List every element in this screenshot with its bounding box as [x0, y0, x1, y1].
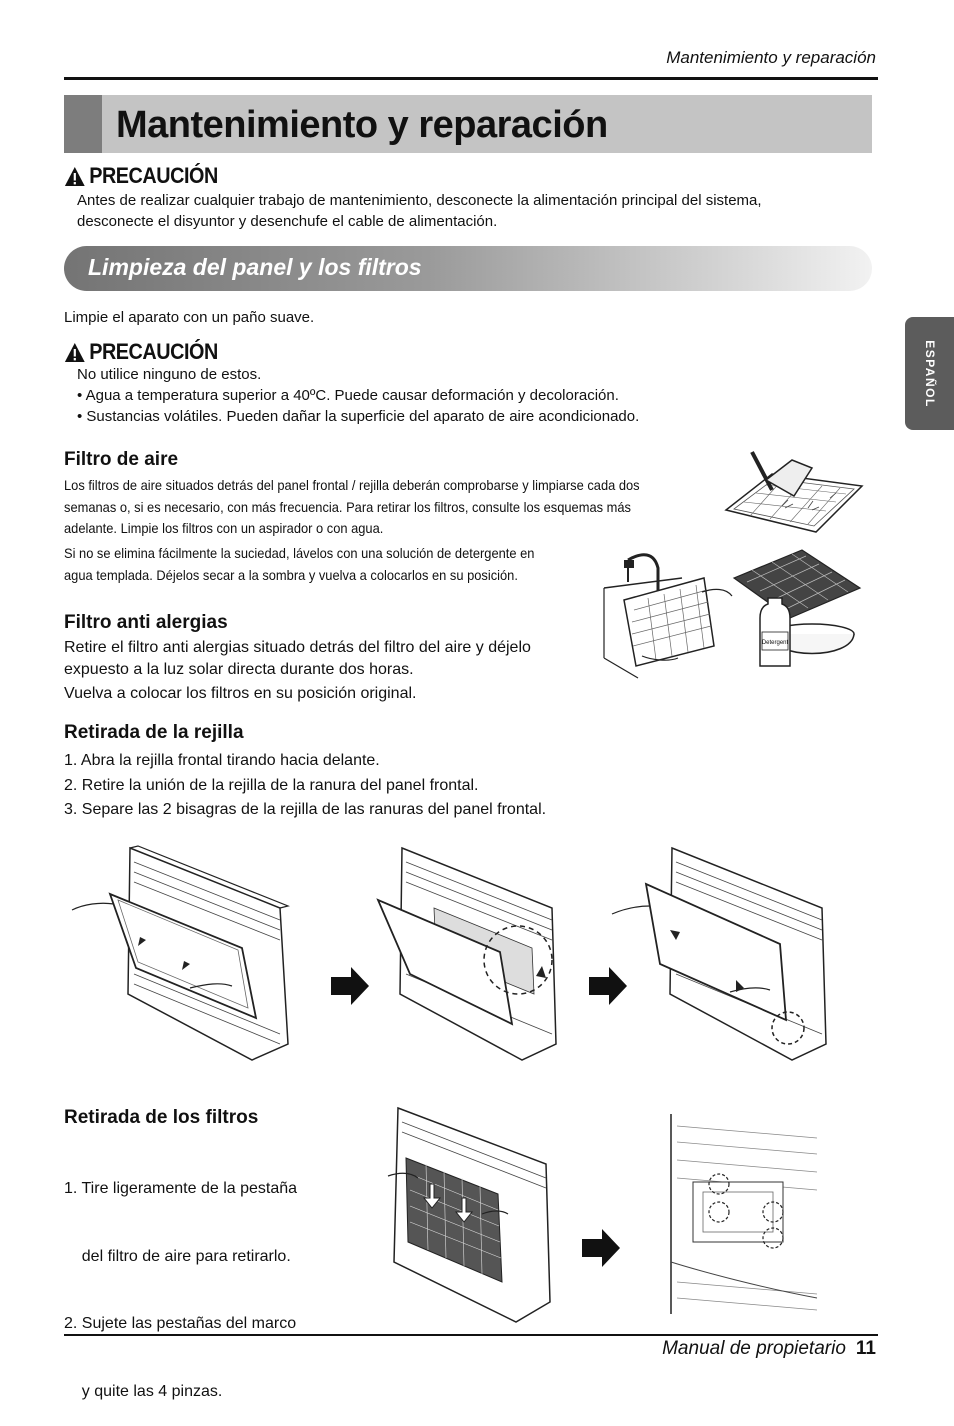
text-line: Los filtros de aire situados detrás del panel frontal / rejilla deberán comprobarse y limpiarse cada dos: [64, 477, 640, 493]
air-filter-heading: Filtro de aire: [64, 449, 179, 470]
running-header: Mantenimiento y reparación: [666, 48, 876, 67]
allergy-filter-text: [64, 637, 584, 681]
page-title: Mantenimiento y reparación: [116, 104, 608, 146]
page-number: 11: [855, 1338, 876, 1359]
caution-label-1: PRECAUCIÓN: [89, 163, 218, 188]
text-line: Si no se elimina fácilmente la suciedad, lávelos con una solución de detergente en: [64, 545, 535, 561]
list-item: del filtro de aire para retirarlo.: [64, 1247, 291, 1265]
washing-filter-illustration: [602, 548, 864, 680]
arrow-right-icon: [582, 1229, 620, 1267]
filter-step-2-illustration: [663, 1112, 818, 1316]
list-item: y quite las 4 pinzas.: [64, 1382, 223, 1400]
footer-label: Manual de propietario: [662, 1338, 846, 1359]
air-filter-paragraph-1: [64, 475, 708, 540]
text-line: agua templada. Déjelos secar a la sombra y vuelva a colocarlos en su posición.: [64, 566, 518, 583]
caution-line: • Sustancias volátiles. Pueden dañar la superficie del aparato de aire acondicionado.: [77, 408, 640, 425]
caution-text-2: [77, 364, 857, 427]
intro-text: Limpie el aparato con un paño suave.: [64, 309, 315, 326]
detergent-label: Detergent: [761, 640, 789, 646]
list-item: 2. Retire la unión de la rejilla de la ranura del panel frontal.: [64, 776, 479, 794]
text-line: expuesto a la luz solar directa durante dos horas.: [64, 661, 414, 678]
caution-heading-1: [64, 163, 218, 189]
caution-label-2: PRECAUCIÓN: [89, 339, 218, 364]
language-tab-label-wrap: [905, 317, 954, 430]
warning-triangle-icon: [64, 166, 86, 187]
caution-line: No utilice ninguno de estos.: [77, 366, 262, 383]
text-line: adelante. Limpie los filtros con un aspirador o con agua.: [64, 520, 384, 536]
title-accent-block: [64, 95, 102, 153]
list-item: 1. Tire ligeramente de la pestaña: [64, 1180, 298, 1197]
filter-step-1-illustration: [386, 1106, 556, 1324]
allergy-filter-text-2: Vuelva a colocar los filtros en su posición original.: [64, 685, 417, 702]
filter-removal-heading: Retirada de los filtros: [64, 1107, 259, 1128]
air-filter-paragraph-2: [64, 543, 616, 586]
vacuum-filter-illustration: [712, 446, 872, 536]
caution-line: desconecte el disyuntor y desenchufe el cable de alimentación.: [77, 213, 498, 230]
text-line: semanas o, si es necesario, con más frecuencia. Para retirar los filtros, consulte los esquemas más: [64, 498, 631, 515]
allergy-filter-heading: Filtro anti alergias: [64, 612, 228, 633]
filter-removal-steps: [64, 1133, 297, 1426]
grille-removal-heading: Retirada de la rejilla: [64, 722, 244, 743]
list-item: 3. Separe las 2 bisagras de la rejilla de las ranuras del panel frontal.: [64, 801, 547, 818]
section-title: Limpieza del panel y los filtros: [88, 254, 422, 280]
language-tab-label: ESPAÑOL: [922, 339, 937, 408]
caution-line: • Agua a temperatura superior a 40ºC. Puede causar deformación y decoloración.: [77, 387, 619, 404]
list-item: 1. Abra la rejilla frontal tirando hacia delante.: [64, 752, 380, 769]
footer-rule: [64, 1334, 878, 1336]
grille-step-1-illustration: [70, 844, 295, 1064]
grille-step-2-illustration: [372, 844, 562, 1064]
arrow-right-icon: [331, 967, 369, 1005]
caution-text-1: [77, 190, 857, 232]
list-item: 2. Sujete las pestañas del marco: [64, 1315, 297, 1332]
caution-line: Antes de realizar cualquier trabajo de mantenimiento, desconecte la alimentación principal del sistema,: [77, 192, 762, 209]
footer: [0, 1338, 876, 1360]
text-line: Retire el filtro anti alergias situado detrás del filtro del aire y déjelo: [64, 639, 531, 656]
warning-triangle-icon: [64, 342, 86, 363]
grille-step-3-illustration: [610, 844, 835, 1064]
header-rule: [64, 77, 878, 80]
caution-heading-2: [64, 339, 218, 365]
grille-removal-steps: [64, 749, 546, 823]
